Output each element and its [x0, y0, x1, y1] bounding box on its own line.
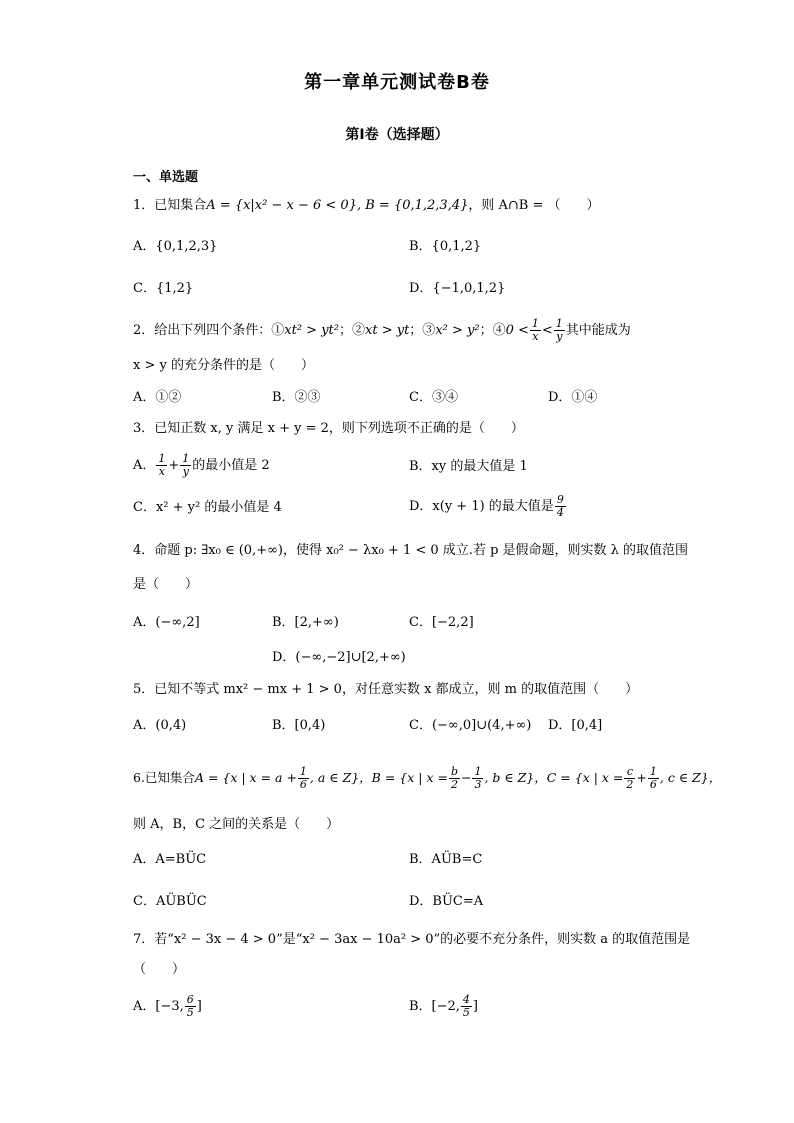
question-2-cond-3: x² > y² [435, 323, 480, 338]
page-title: 第一章单元测试卷B卷 [304, 72, 490, 93]
frac [472, 766, 483, 791]
question-5-stem: 5．已知不等式 mx² − mx + 1 > 0，对任意实数 x 都成立，则 m 的取值范围（ ） [133, 682, 639, 697]
frac [624, 766, 635, 791]
question-6-option-d: D．BÜC=A [409, 894, 484, 909]
option-tail: ] [472, 999, 478, 1014]
question-3-option-b: B．xy 的最大值是 1 [409, 459, 528, 474]
question-3-option-d [409, 494, 567, 519]
question-1-text: 1．已知集合 [133, 198, 207, 213]
frac-numerator: 1 [474, 765, 482, 778]
question-5-option-d: D．[0,4] [548, 718, 603, 733]
frac-denominator: y [182, 465, 189, 478]
question-1-set-a: A = {x|x² − x − 6 < 0} [206, 198, 357, 213]
set-c-tail: , c ∈ Z}， [659, 770, 722, 785]
set-a-tail: , a ∈ Z} [309, 770, 360, 785]
frac-numerator: 1 [182, 452, 190, 465]
question-1-option-b: B．{0,1,2} [409, 239, 482, 254]
frac [298, 766, 309, 791]
option-text: 的最小值是 2 [192, 458, 270, 473]
frac-numerator: 1 [649, 765, 657, 778]
question-2-option-a: A．①② [133, 390, 182, 405]
question-5-option-c: C．(−∞,0]∪(4,+∞) [409, 718, 532, 733]
question-5-option-a: A．(0,4) [133, 718, 187, 733]
question-7-option-b [409, 994, 478, 1019]
set-c-text: ，C = {x | x = [534, 770, 624, 785]
plus-sign: + [636, 770, 647, 785]
question-6-option-a: A．A=BÜC [133, 852, 207, 867]
frac-denominator: 5 [462, 1006, 470, 1019]
question-2-sep-3: ；④ [479, 323, 506, 338]
option-text: B．[−2, [409, 999, 460, 1014]
question-4-stem-line-2: 是（ ） [133, 577, 199, 592]
option-tail: ] [196, 999, 202, 1014]
question-2-cond-2: xt > yt [365, 323, 410, 338]
frac [449, 766, 460, 791]
frac-numerator: 9 [556, 493, 564, 506]
option-text: A．[−3, [133, 999, 184, 1014]
question-1-option-a: A．{0,1,2,3} [133, 239, 218, 254]
question-1-option-c: C．{1,2} [133, 281, 194, 296]
question-4-option-b: B．[2,+∞) [272, 615, 339, 630]
question-7-stem-line-2: （ ） [133, 962, 186, 977]
plus-sign: + [168, 458, 180, 473]
frac [180, 453, 191, 478]
question-2-stem [133, 318, 631, 343]
question-2-sep-1: ；② [339, 323, 366, 338]
frac-denominator: 2 [626, 778, 634, 791]
question-2-frac-1 [530, 318, 541, 343]
question-6-stem [133, 766, 721, 791]
frac-numerator: 1 [555, 317, 563, 330]
question-3-option-c: C．x² + y² 的最小值是 4 [133, 500, 282, 515]
question-2-cond-1: xt² > yt² [284, 323, 339, 338]
frac [648, 766, 659, 791]
question-2-option-c: C．③④ [409, 390, 458, 405]
question-5-option-b: B．[0,4) [272, 718, 326, 733]
question-1-option-d: D．{−1,0,1,2} [409, 281, 506, 296]
minus-sign: − [460, 770, 472, 785]
question-3-option-a [133, 453, 270, 478]
option-text: D．x(y + 1) 的最大值是 [409, 499, 554, 514]
question-2-cond-4a: 0 < [505, 323, 529, 338]
question-6-text: 6.已知集合 [133, 770, 195, 785]
question-2-frac-2 [554, 318, 565, 343]
frac-numerator: c [624, 766, 635, 779]
frac-denominator: 5 [186, 1006, 194, 1019]
question-1-stem [133, 196, 600, 216]
page-subtitle: 第Ⅰ卷（选择题） [345, 127, 449, 143]
question-2-cond-4b: < [541, 323, 553, 338]
frac-numerator: 1 [531, 317, 539, 330]
frac-numerator: 4 [462, 993, 470, 1006]
question-6-option-c: C．AÜBÜC [133, 894, 207, 909]
question-2-option-d: D．①④ [548, 390, 598, 405]
question-2-text: 2．给出下列四个条件：① [133, 323, 285, 338]
frac-denominator: 6 [299, 778, 307, 791]
frac [555, 494, 566, 519]
frac-denominator: x [158, 465, 165, 478]
set-a-text: A = {x | x = a + [194, 770, 297, 785]
question-6-option-b: B．AÜB=C [409, 852, 483, 867]
section-heading: 一、单选题 [133, 170, 199, 185]
question-2-sep-2: ；③ [409, 323, 436, 338]
question-4-option-a: A．(−∞,2] [133, 615, 200, 630]
frac-numerator: 1 [158, 452, 166, 465]
frac-numerator: 1 [299, 765, 307, 778]
question-4-option-c: C．[−2,2] [409, 615, 474, 630]
frac-numerator: b [450, 765, 458, 778]
set-b-text: ，B = {x | x = [359, 770, 448, 785]
question-2-option-b: B．②③ [272, 390, 321, 405]
question-3-stem: 3．已知正数 x, y 满足 x + y = 2，则下列选项不正确的是（ ） [133, 421, 524, 436]
frac [156, 453, 167, 478]
question-2-text-tail: 其中能成为 [565, 323, 631, 338]
question-2-stem-line-2: x > y 的充分条件的是（ ） [133, 358, 314, 373]
question-1-tail: ，则 A∩B = （ ） [468, 198, 600, 213]
frac-denominator: 4 [556, 506, 564, 519]
question-4-option-d: D．(−∞,−2]∪[2,+∞) [272, 650, 406, 665]
frac [461, 994, 472, 1019]
frac-denominator: 6 [649, 778, 657, 791]
question-1-set-b: , B = {0,1,2,3,4} [356, 198, 469, 213]
option-label: A． [133, 458, 156, 473]
set-b-tail: , b ∈ Z} [484, 770, 535, 785]
frac-denominator: y [556, 330, 563, 343]
question-6-stem-line-2: 则 A，B，C 之间的关系是（ ） [133, 817, 340, 832]
frac-denominator: 3 [474, 778, 482, 791]
question-7-option-a [133, 994, 202, 1019]
frac-numerator: 6 [186, 993, 194, 1006]
frac-denominator: x [532, 330, 539, 343]
question-4-stem: 4．命题 p: ∃x₀ ∈ (0,+∞)，使得 x₀² − λx₀ + 1 < 0 成立.若 p 是假命题，则实数 λ 的取值范围 [133, 543, 689, 558]
frac [185, 994, 196, 1019]
question-7-stem: 7．若“x² − 3x − 4 > 0”是“x² − 3ax − 10a² > 0”的必要不充分条件，则实数 a 的取值范围是 [133, 932, 691, 947]
frac-denominator: 2 [450, 778, 458, 791]
